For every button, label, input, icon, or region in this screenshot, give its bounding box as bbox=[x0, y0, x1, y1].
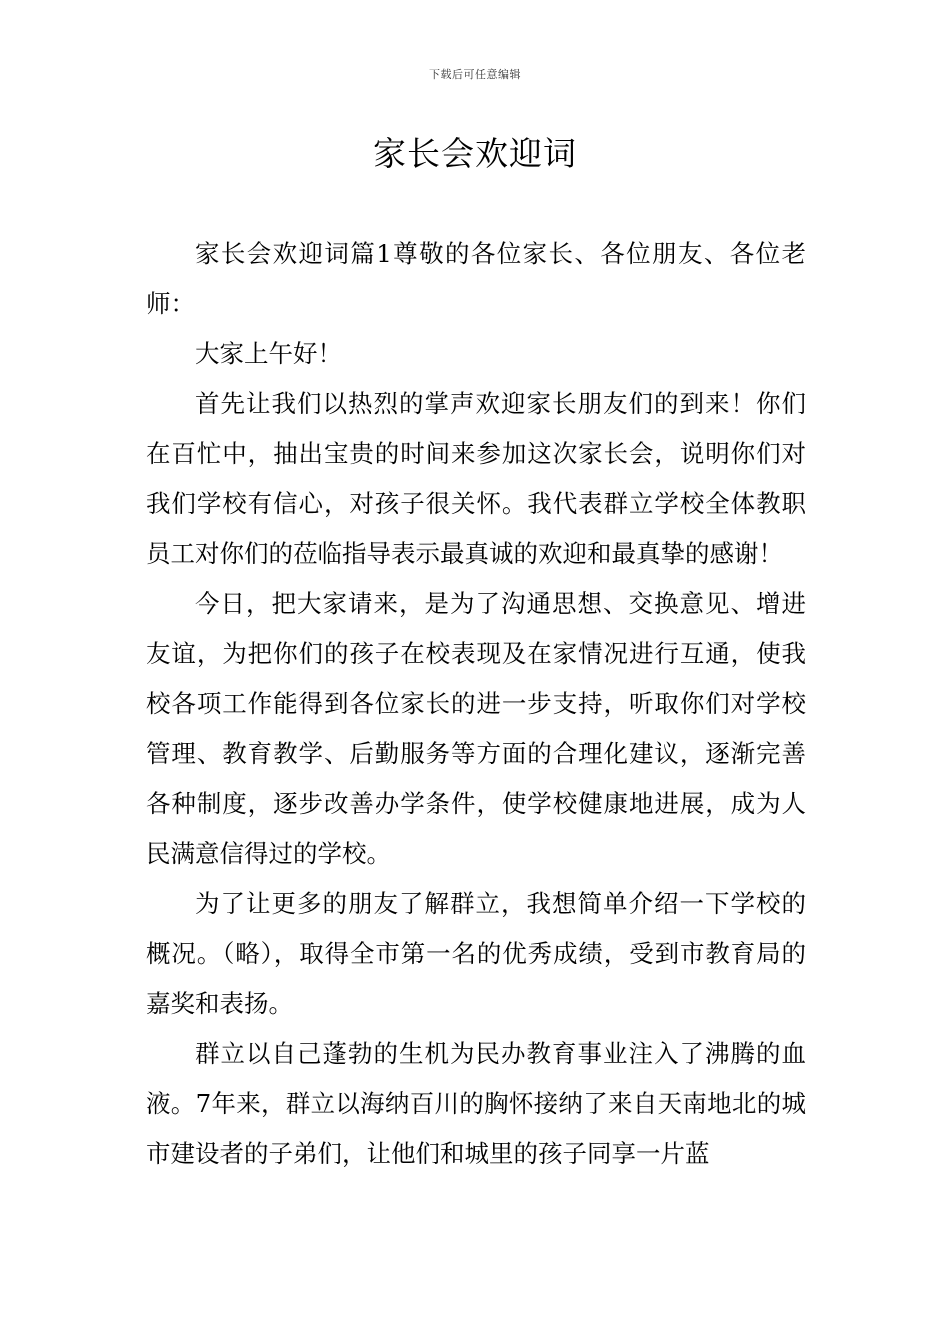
header-note: 下载后可任意编辑 bbox=[429, 68, 521, 81]
document-title: 家长会欢迎词 bbox=[373, 134, 577, 173]
paragraph: 家长会欢迎词篇1尊敬的各位家长、各位朋友、各位老师： bbox=[146, 239, 806, 318]
paragraph: 今日，把大家请来，是为了沟通思想、交换意见、增进友谊，为把你们的孩子在校表现及在家情况进行互通，使我校各项工作能得到各位家长的进一步支持，听取你们对学校管理、教育教学、后勤服务等方面的合理化建议，逐渐完善各种制度，逐步改善办学条件，使学校健康地进展，成为人民满意信得过的学校。 bbox=[146, 589, 806, 868]
document-body bbox=[146, 229, 806, 1179]
paragraph: 首先让我们以热烈的掌声欢迎家长朋友们的到来！你们在百忙中，抽出宝贵的时间来参加这次家长会，说明你们对我们学校有信心，对孩子很关怀。我代表群立学校全体教职员工对你们的莅临指导表示最真诚的欢迎和最真挚的感谢！ bbox=[146, 389, 806, 568]
paragraph: 为了让更多的朋友了解群立，我想简单介绍一下学校的概况。（略），取得全市第一名的优秀成绩，受到市教育局的嘉奖和表扬。 bbox=[146, 889, 806, 1018]
paragraph: 群立以自己蓬勃的生机为民办教育事业注入了沸腾的血液。7年来，群立以海纳百川的胸怀接纳了来自天南地北的城市建设者的子弟们，让他们和城里的孩子同享一片蓝 bbox=[146, 1039, 806, 1168]
paragraph: 大家上午好！ bbox=[195, 339, 342, 368]
